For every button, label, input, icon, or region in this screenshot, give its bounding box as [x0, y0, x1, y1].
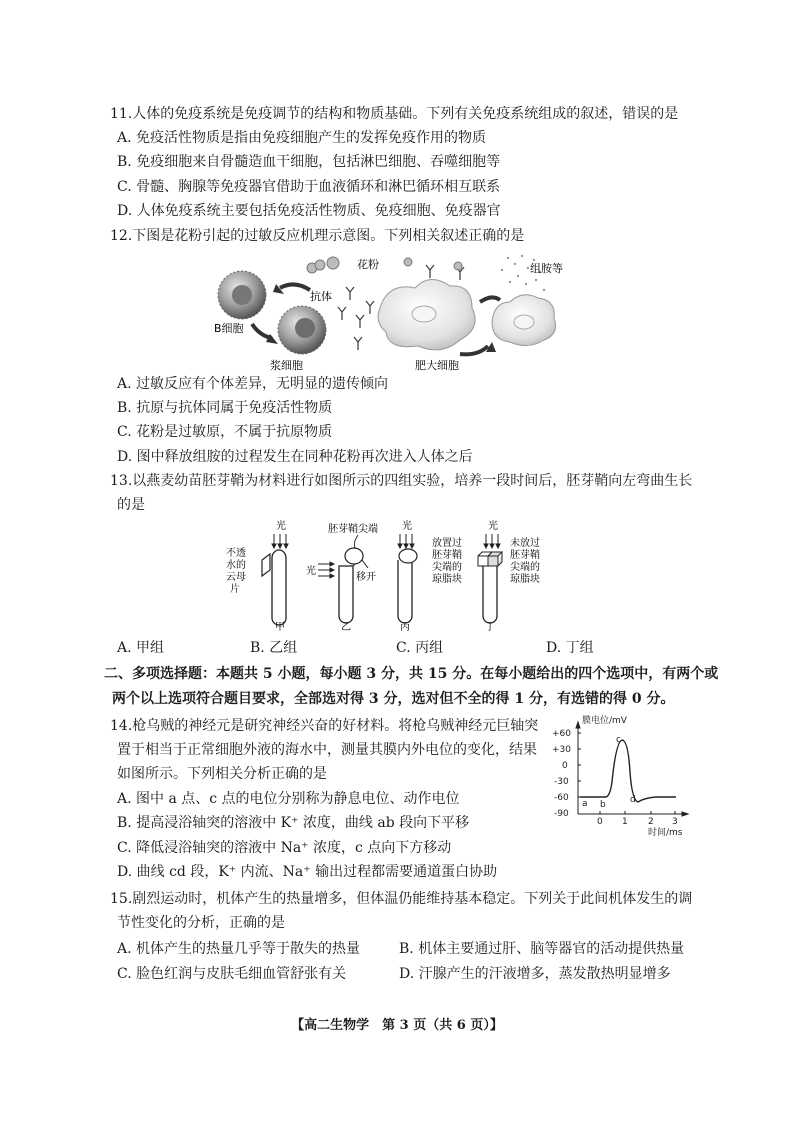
ytick-p30: +30: [552, 745, 571, 755]
mica-label-line3: 云母: [226, 572, 246, 583]
q15-stem-line1: 15.剧烈运动时，机体产生的热量增多，但体温仍能维持基本稳定。下列关于此间机体发生的调: [110, 891, 693, 907]
q14-stem-line3: 如图所示。下列相关分析正确的是: [117, 766, 327, 782]
q11-option-c: C. 骨髓、胸腺等免疫器官借助于血液循环和淋巴循环相互联系: [117, 179, 501, 195]
ytick-m30: -30: [554, 777, 569, 787]
q14-stem-line2: 置于相当于正常细胞外液的海水中，测量其膜内外电位的变化，结果: [117, 742, 537, 758]
yi-light-label: 光: [306, 566, 316, 577]
move-label: 移开: [356, 572, 376, 583]
allergy-mechanism-figure: [210, 250, 600, 372]
bing-tip-offset: [399, 549, 417, 563]
xtick-0: 0: [597, 817, 603, 827]
ytick-0: 0: [562, 761, 568, 771]
degranulated-mast-cell-shape: [492, 295, 556, 346]
plasma-cell-label: 浆细胞: [270, 359, 303, 372]
q13-stem-line1: 13.以燕麦幼苗胚芽鞘为材料进行如图所示的四组实验，培养一段时间后，胚芽鞘向左弯曲生长: [110, 473, 693, 489]
mica-label-line1: 不透: [226, 548, 246, 559]
mica-label-line4: 片: [230, 584, 240, 595]
chart-ylabel: 膜电位/mV: [582, 716, 627, 726]
histamine-label: 组胺等: [530, 262, 563, 275]
point-b-label: b: [600, 800, 606, 810]
group-label-yi: 乙: [341, 622, 351, 632]
action-potential-curve: [580, 740, 676, 802]
section2-header-line1: 二、多项选择题：本题共 5 小题，每小题 3 分，共 15 分。在每小题给出的四个选项中，有两个或: [104, 666, 719, 682]
ytick-p60: +60: [552, 729, 571, 739]
ding-coleoptile: [483, 566, 497, 623]
membrane-potential-chart: [552, 712, 692, 836]
placed-agar-line3: 尖端的: [432, 562, 462, 573]
jia-mica-sheet: [262, 554, 270, 576]
q14-option-d: D. 曲线 cd 段，K⁺ 内流、Na⁺ 输出过程都需要通道蛋白协助: [117, 864, 498, 880]
point-d-label: d: [630, 795, 636, 805]
unplaced-agar-line4: 琼脂块: [510, 574, 540, 585]
group-label-bing: 丙: [400, 622, 410, 632]
q14-option-c: C. 降低浸浴轴突的溶液中 Na⁺ 浓度，c 点向下方移动: [117, 840, 452, 856]
q12-option-d: D. 图中释放组胺的过程发生在同种花粉再次进入人体之后: [117, 449, 473, 465]
q11-option-b: B. 免疫细胞来自骨髓造血干细胞，包括淋巴细胞、吞噬细胞等: [117, 154, 501, 170]
chart-xlabel: 时间/ms: [648, 828, 683, 836]
unplaced-agar-line2: 胚芽鞘: [510, 550, 540, 561]
q12-stem: 12.下图是花粉引起的过敏反应机理示意图。下列相关叙述正确的是: [110, 228, 525, 244]
xtick-1: 1: [622, 817, 628, 827]
group-label-ding: 丁: [485, 622, 495, 632]
tip-label: 胚芽鞘尖端: [328, 524, 378, 535]
q14-stem-line1: 14.枪乌贼的神经元是研究神经兴奋的好材料。将枪乌贼神经元巨轴突: [110, 718, 539, 734]
ytick-m90: -90: [554, 809, 569, 819]
q13-option-a: A. 甲组: [117, 640, 165, 656]
placed-agar-line2: 胚芽鞘: [432, 550, 462, 561]
bing-light-label: 光: [402, 521, 412, 532]
q14-option-b: B. 提高浸浴轴突的溶液中 K⁺ 浓度，曲线 ab 段向下平移: [117, 815, 470, 831]
yi-coleoptile-tip: [345, 548, 363, 564]
q13-option-c: C. 丙组: [396, 640, 444, 656]
q11-stem: 11.人体的免疫系统是免疫调节的结构和物质基础。下列有关免疫系统组成的叙述，错误的是: [110, 106, 679, 122]
jia-coleoptile: [272, 550, 286, 625]
ding-agar-blocks: [478, 552, 502, 566]
q13-option-b: B. 乙组: [250, 640, 298, 656]
ding-light-label: 光: [488, 521, 498, 532]
q15-option-b: B. 机体主要通过肝、脑等器官的活动提供热量: [399, 941, 685, 957]
unplaced-agar-line3: 尖端的: [510, 562, 540, 573]
mast-cell-label: 肥大细胞: [415, 359, 459, 372]
b-cell-label: B细胞: [214, 322, 244, 335]
q11-option-d: D. 人体免疫系统主要包括免疫活性物质、免疫细胞、免疫器官: [117, 203, 501, 219]
q12-option-c: C. 花粉是过敏原，不属于抗原物质: [117, 424, 333, 440]
jia-light-label: 光: [276, 521, 286, 532]
point-c-label: c: [616, 735, 621, 745]
mica-label-line2: 水的: [226, 560, 246, 571]
q14-option-a: A. 图中 a 点、c 点的电位分别称为静息电位、动作电位: [117, 791, 460, 807]
bing-coleoptile: [398, 560, 412, 623]
q15-option-a: A. 机体产生的热量几乎等于散失的热量: [117, 941, 361, 957]
b-cell-shape: [218, 271, 266, 319]
placed-agar-line1: 放置过: [432, 538, 462, 549]
xtick-2: 2: [648, 817, 654, 827]
xtick-3: 3: [672, 817, 678, 827]
q13-stem-line2: 的是: [117, 497, 145, 513]
q12-option-b: B. 抗原与抗体同属于免疫活性物质: [117, 400, 333, 416]
coleoptile-experiment-figure: [222, 520, 562, 632]
section2-header-line2: 两个以上选项符合题目要求，全部选对得 3 分，选对但不全的得 1 分，有选错的得 0 分。: [112, 691, 675, 707]
q12-option-a: A. 过敏反应有个体差异，无明显的遗传倾向: [117, 376, 389, 392]
q15-option-c: C. 脸色红润与皮肤毛细血管舒张有关: [117, 966, 347, 982]
antibody-label: 抗体: [310, 290, 332, 303]
pollen-label: 花粉: [357, 258, 379, 271]
q13-option-d: D. 丁组: [546, 640, 594, 656]
page-footer: 【高二生物学 第 3 页（共 6 页）】: [291, 1018, 503, 1033]
plasma-cell-shape: [278, 306, 326, 354]
q15-stem-line2: 节性变化的分析，正确的是: [117, 915, 285, 931]
group-label-jia: 甲: [275, 622, 285, 632]
q15-option-d: D. 汗腺产生的汗液增多，蒸发散热明显增多: [399, 966, 671, 982]
mast-cell-shape: [378, 279, 475, 349]
ytick-m60: -60: [554, 793, 569, 803]
unplaced-agar-line1: 未放过: [510, 538, 540, 549]
yi-coleoptile: [339, 566, 353, 623]
point-a-label: a: [582, 799, 588, 809]
placed-agar-line4: 琼脂块: [432, 574, 462, 585]
q11-option-a: A. 免疫活性物质是指由免疫细胞产生的发挥免疫作用的物质: [117, 130, 487, 146]
